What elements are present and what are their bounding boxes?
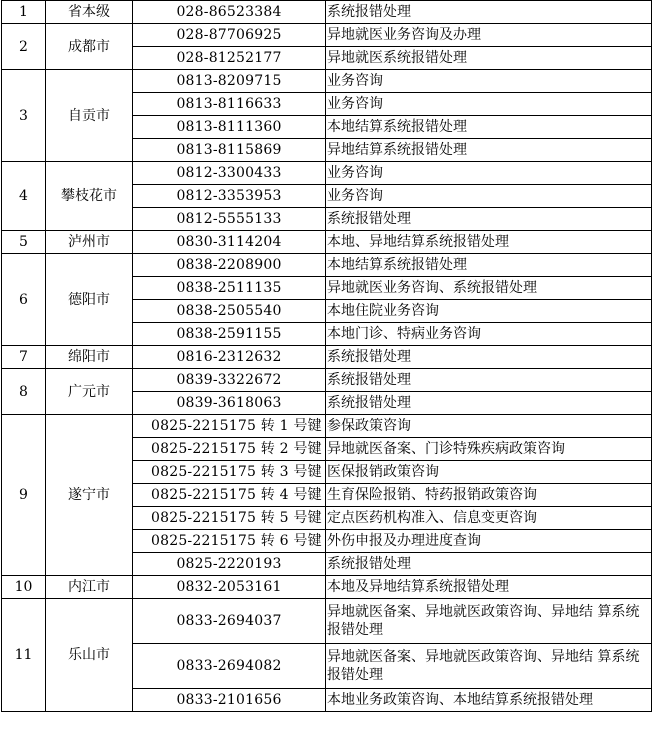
service-description: 医保报销政策咨询 (326, 461, 652, 484)
phone-number: 0830-3114204 (133, 231, 326, 254)
table-row (2, 346, 652, 369)
service-description: 系统报错处理 (326, 553, 652, 576)
contact-table-body (2, 1, 652, 712)
phone-number: 0825-2215175 转 2 号键 (133, 438, 326, 461)
service-description: 系统报错处理 (326, 346, 652, 369)
phone-number: 0813-8116633 (133, 93, 326, 116)
table-row (2, 70, 652, 93)
service-description: 系统报错处理 (326, 208, 652, 231)
phone-number: 0813-8111360 (133, 116, 326, 139)
phone-number: 0838-2511135 (133, 277, 326, 300)
service-description: 异地就医业务咨询及办理 (326, 24, 652, 47)
row-number: 4 (2, 162, 46, 231)
service-description: 本地业务政策咨询、本地结算系统报错处理 (326, 689, 652, 712)
phone-number: 0825-2220193 (133, 553, 326, 576)
service-description: 本地住院业务咨询 (326, 300, 652, 323)
service-description: 本地及异地结算系统报错处理 (326, 576, 652, 599)
phone-number: 0813-8209715 (133, 70, 326, 93)
phone-number: 0833-2694037 (133, 599, 326, 644)
service-description: 参保政策咨询 (326, 415, 652, 438)
city-name: 遂宁市 (46, 415, 133, 576)
row-number: 11 (2, 599, 46, 712)
service-description: 本地门诊、特病业务咨询 (326, 323, 652, 346)
table-row (2, 576, 652, 599)
service-description: 异地就医备案、异地就医政策咨询、异地结 算系统报错处理 (326, 644, 652, 689)
row-number: 1 (2, 1, 46, 24)
row-number: 3 (2, 70, 46, 162)
service-description: 系统报错处理 (326, 369, 652, 392)
phone-number: 0838-2591155 (133, 323, 326, 346)
phone-number: 0813-8115869 (133, 139, 326, 162)
phone-number: 0838-2505540 (133, 300, 326, 323)
city-name: 泸州市 (46, 231, 133, 254)
table-row (2, 162, 652, 185)
table-row (2, 1, 652, 24)
row-number: 9 (2, 415, 46, 576)
contact-table (1, 0, 652, 712)
city-name: 内江市 (46, 576, 133, 599)
phone-number: 0825-2215175 转 5 号键 (133, 507, 326, 530)
phone-number: 0825-2215175 转 3 号键 (133, 461, 326, 484)
table-row (2, 369, 652, 392)
city-name: 德阳市 (46, 254, 133, 346)
phone-number: 0812-5555133 (133, 208, 326, 231)
row-number: 2 (2, 24, 46, 70)
service-description: 系统报错处理 (326, 392, 652, 415)
phone-number: 028-87706925 (133, 24, 326, 47)
city-name: 成都市 (46, 24, 133, 70)
city-name: 自贡市 (46, 70, 133, 162)
table-row (2, 254, 652, 277)
phone-number: 0816-2312632 (133, 346, 326, 369)
row-number: 6 (2, 254, 46, 346)
city-name: 广元市 (46, 369, 133, 415)
service-description: 异地就医备案、门诊特殊疾病政策咨询 (326, 438, 652, 461)
city-name: 省本级 (46, 1, 133, 24)
phone-number: 028-81252177 (133, 47, 326, 70)
phone-number: 0838-2208900 (133, 254, 326, 277)
service-description: 外伤申报及办理进度查询 (326, 530, 652, 553)
service-description: 业务咨询 (326, 70, 652, 93)
phone-number: 0825-2215175 转 1 号键 (133, 415, 326, 438)
service-description: 业务咨询 (326, 185, 652, 208)
phone-number: 0812-3300433 (133, 162, 326, 185)
table-row (2, 415, 652, 438)
service-description: 异地就医业务咨询、系统报错处理 (326, 277, 652, 300)
row-number: 5 (2, 231, 46, 254)
service-description: 异地结算系统报错处理 (326, 139, 652, 162)
phone-number: 0832-2053161 (133, 576, 326, 599)
phone-number: 028-86523384 (133, 1, 326, 24)
phone-number: 0839-3618063 (133, 392, 326, 415)
service-description: 系统报错处理 (326, 1, 652, 24)
phone-number: 0825-2215175 转 6 号键 (133, 530, 326, 553)
phone-number: 0833-2101656 (133, 689, 326, 712)
table-row (2, 231, 652, 254)
service-description: 异地就医备案、异地就医政策咨询、异地结 算系统报错处理 (326, 599, 652, 644)
service-description: 业务咨询 (326, 162, 652, 185)
service-description: 业务咨询 (326, 93, 652, 116)
service-description: 生育保险报销、特药报销政策咨询 (326, 484, 652, 507)
row-number: 7 (2, 346, 46, 369)
city-name: 绵阳市 (46, 346, 133, 369)
table-row (2, 599, 652, 644)
table-row (2, 24, 652, 47)
row-number: 8 (2, 369, 46, 415)
service-description: 异地就医系统报错处理 (326, 47, 652, 70)
phone-number: 0833-2694082 (133, 644, 326, 689)
service-description: 本地结算系统报错处理 (326, 116, 652, 139)
row-number: 10 (2, 576, 46, 599)
phone-number: 0812-3353953 (133, 185, 326, 208)
service-description: 定点医药机构准入、信息变更咨询 (326, 507, 652, 530)
phone-number: 0839-3322672 (133, 369, 326, 392)
phone-number: 0825-2215175 转 4 号键 (133, 484, 326, 507)
service-description: 本地、异地结算系统报错处理 (326, 231, 652, 254)
city-name: 乐山市 (46, 599, 133, 712)
city-name: 攀枝花市 (46, 162, 133, 231)
service-description: 本地结算系统报错处理 (326, 254, 652, 277)
